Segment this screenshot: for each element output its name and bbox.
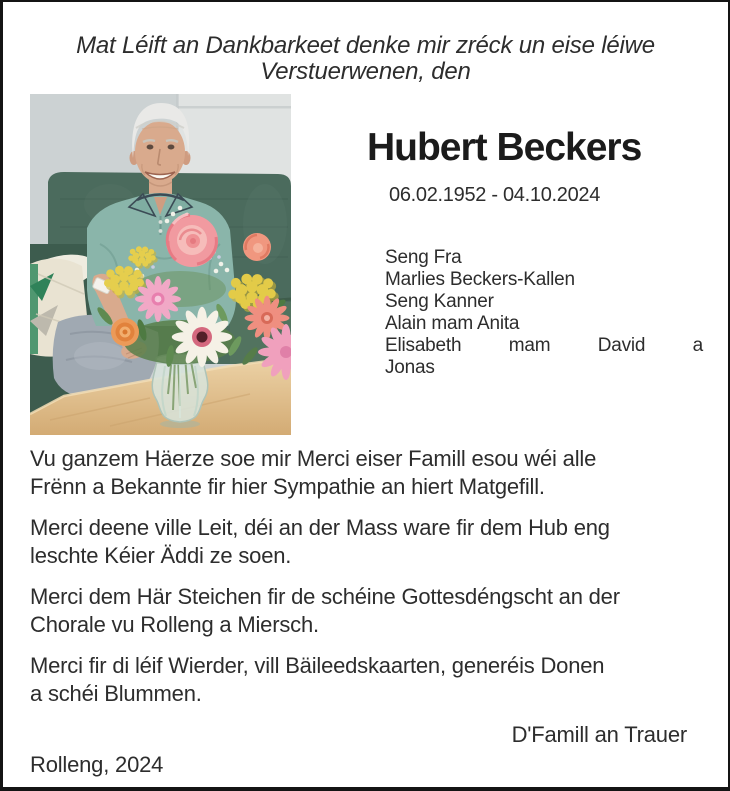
- portrait-photo-illustration: [30, 94, 291, 435]
- paragraph-line: leschte Kéier Äddi ze soen.: [30, 543, 292, 568]
- paragraph-line: Merci fir di léif Wierder, vill Bäileedskaarten, generéis Donen: [30, 653, 605, 678]
- paragraph-line: Merci dem Här Steichen fir de schéine Gottesdéngscht an der: [30, 584, 620, 609]
- life-dates: 06.02.1952 - 04.10.2024: [389, 184, 601, 206]
- family-member-line: Seng Kanner: [385, 291, 494, 312]
- paragraph-line: Vu ganzem Häerze soe mir Merci eiser Famill esou wéi alle: [30, 446, 597, 471]
- thanks-paragraph: [30, 514, 693, 570]
- orange-flower: [111, 318, 139, 346]
- family-member-line: Seng Fra: [385, 247, 462, 268]
- family-member-line: Jonas: [385, 357, 435, 378]
- deceased-name: Hubert Beckers: [367, 126, 642, 169]
- family-member-line: Marlies Beckers-Kallen: [385, 269, 575, 290]
- memorial-intro-text: [18, 33, 713, 85]
- salmon-flower: [243, 233, 271, 261]
- paragraph-line: Chorale vu Rolleng a Miersch.: [30, 612, 319, 637]
- paragraph-line: a schéi Blummen.: [30, 681, 202, 706]
- intro-line: Verstuerwenen, den: [260, 58, 471, 85]
- family-member-line: Alain mam Anita: [385, 313, 520, 334]
- paragraph-line: Frënn a Bekannte fir hier Sympathie an hiert Matgefill.: [30, 474, 545, 499]
- family-member-line: Elisabeth mam David a: [385, 335, 703, 356]
- portrait-photo: [30, 94, 291, 435]
- intro-line: Mat Léift an Dankbarkeet denke mir zréck un eise léiwe: [76, 32, 655, 59]
- thanks-text-block: [30, 445, 693, 779]
- thanks-paragraph: [30, 652, 693, 708]
- announcement-header: [343, 94, 730, 379]
- family-list: [385, 247, 703, 379]
- thanks-paragraph: [30, 445, 693, 501]
- thanks-paragraph: [30, 583, 693, 639]
- place-and-year: Rolleng, 2024: [30, 752, 164, 777]
- paragraph-line: Merci deene ville Leit, déi an der Mass ware fir dem Hub eng: [30, 515, 610, 540]
- family-signature: D'Famill an Trauer: [511, 722, 687, 747]
